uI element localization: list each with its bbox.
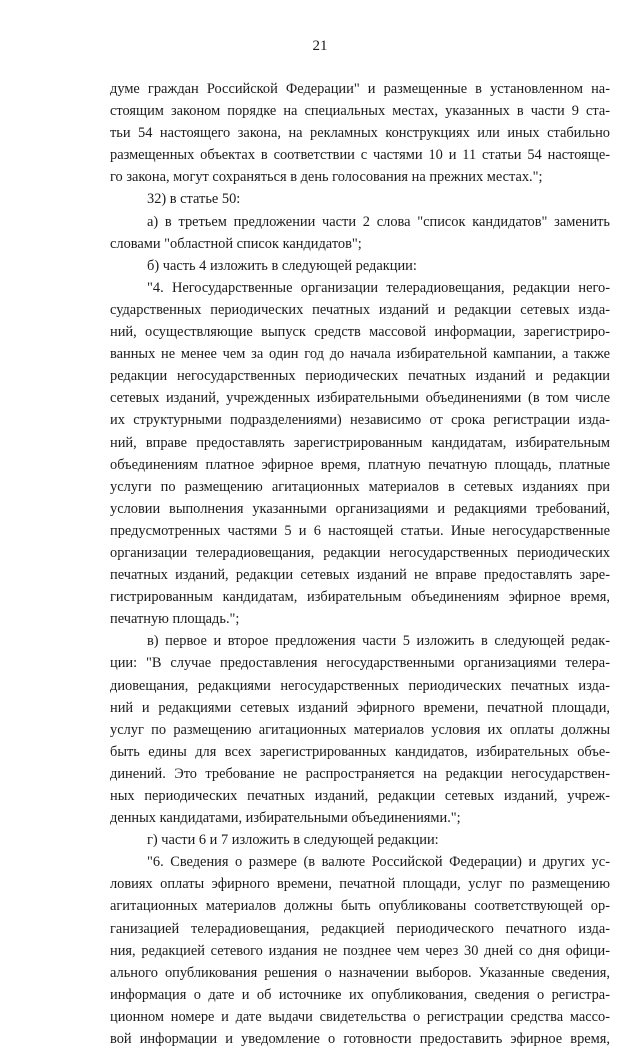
text-line: б) часть 4 изложить в следующей редакции: [147, 257, 417, 274]
text-line: предусмотренных частями 5 и 6 настоящей статьи. Иные негосударственные [110, 522, 610, 539]
text-line: ний, осуществляющие выпуск средств массовой информации, зарегистриро- [110, 324, 610, 341]
text-line: ных периодических печатных изданий, редакции сетевых изданий, учреж- [110, 788, 610, 804]
text-line: редакции негосударственных периодических печатных изданий и редакции [110, 368, 610, 385]
body-text [110, 78, 610, 1050]
text-line: "4. Негосударственные организации телерадиовещания, редакции него- [147, 279, 610, 296]
text-line: ний, вправе предоставлять зарегистрированным кандидатам, избирательным [110, 434, 610, 451]
text-line: ального опубликования решения о назначении выборов. Указанные сведения, [110, 964, 610, 981]
text-line: думе граждан Российской Федерации" и размещенные в установленном на- [110, 81, 610, 97]
text-line: печатную площадь."; [110, 611, 240, 628]
text-line: ционном номере и дате выдачи свидетельства о регистрации средства массо- [110, 1008, 610, 1025]
text-line: информация о дате и об источнике их опубликования, сведения о регистра- [110, 986, 610, 1003]
text-line: тьи 54 настоящего закона, на рекламных конструкциях или иных стабильно [110, 125, 610, 142]
text-line: ции: "В случае предоставления негосударственными организациями телера- [110, 655, 610, 672]
text-line: ния, редакцией сетевого издания не позднее чем через 30 дней со дня офици- [110, 942, 610, 959]
text-line: быть едины для всех зарегистрированных кандидатов, избирательных объе- [110, 743, 610, 760]
text-line: размещенных объектах в соответствии с частями 10 и 11 статьи 54 настояще- [110, 147, 610, 164]
page-number: 21 [312, 38, 328, 54]
text-line: стоящим законом порядке на специальных местах, указанных в части 9 ста- [110, 103, 610, 120]
text-line: "6. Сведения о размере (в валюте Российской Федерации) и других ус- [147, 854, 610, 871]
text-line: ганизацией телерадиовещания, редакцией периодического печатного изда- [110, 920, 610, 937]
text-line: а) в третьем предложении части 2 слова "список кандидатов" заменить [147, 213, 610, 230]
text-line: объединениям платное эфирное время, платную печатную площадь, платные [110, 456, 610, 473]
text-line: гистрированным кандидатам, избирательным объединениям эфирное время, [110, 589, 610, 606]
text-line: организации телерадиовещания, редакции негосударственных периодических [110, 544, 610, 561]
text-line: 32) в статье 50: [147, 191, 241, 208]
text-line: вой информации и уведомление о готовности предоставить эфирное время, [110, 1031, 610, 1048]
text-line: г) части 6 и 7 изложить в следующей редакции: [147, 832, 439, 849]
text-line: го закона, могут сохраняться в день голосования на прежних местах."; [110, 169, 543, 186]
text-line: ванных не менее чем за один год до начала избирательной кампании, а также [110, 346, 610, 363]
text-line: ловиях оплаты эфирного времени, печатной площади, услуг по размещению [110, 876, 610, 893]
text-line: печатных изданий, редакции сетевых изданий не вправе предоставлять заре- [110, 567, 610, 584]
text-line: ний и редакциями сетевых изданий эфирного времени, печатной площади, [110, 699, 610, 716]
text-line: словами "областной список кандидатов"; [110, 235, 362, 252]
text-line: услуг по размещению агитационных материалов условия их оплаты должны [110, 721, 610, 738]
text-line: динений. Это требование не распространяется на редакции негосударствен- [110, 765, 610, 782]
text-line: денных кандидатами, избирательными объединениями."; [110, 810, 461, 827]
text-line: диовещания, редакциями негосударственных периодических печатных изда- [110, 677, 610, 694]
text-line: их структурными подразделениями) независимо от срока регистрации изда- [110, 412, 610, 429]
text-line: в) первое и второе предложения части 5 изложить в следующей редак- [147, 633, 610, 650]
text-line: условии выполнения указанными организациями и редакциями требований, [110, 500, 610, 517]
text-line: сударственных периодических печатных изданий и редакции сетевых изда- [110, 301, 610, 318]
text-line: сетевых изданий, учрежденных избирательными объединениями (в том числе [110, 390, 610, 407]
text-line: агитационных материалов должны быть опубликованы соответствующей ор- [110, 898, 610, 915]
text-line: услуги по размещению агитационных материалов в сетевых изданиях при [110, 478, 610, 495]
